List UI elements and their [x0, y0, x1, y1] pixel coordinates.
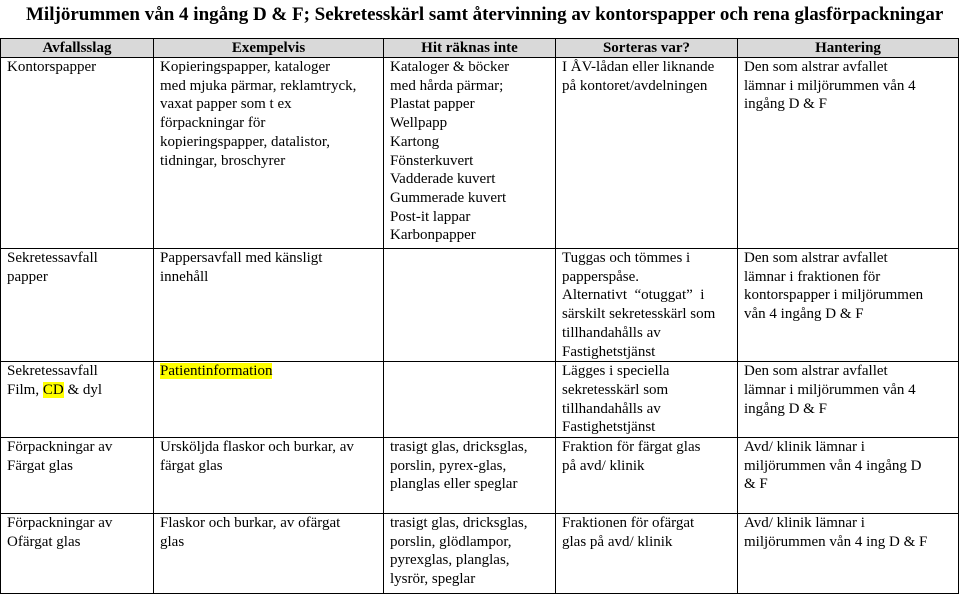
cell-text: Avd/ klinik lämnar i: [744, 515, 865, 532]
cell-text: planglas eller speglar: [390, 476, 518, 493]
cell-text: Fönsterkuvert: [390, 152, 474, 169]
cell-handling: [738, 362, 959, 438]
cell-text: miljörummen vån 4 ing D & F: [744, 533, 928, 550]
cell-text: Film,: [7, 381, 43, 398]
highlighted-text: Patientinformation: [160, 363, 273, 380]
cell-sorted: [556, 58, 738, 249]
table-row: [1, 58, 959, 249]
cell-text: kontorspapper i miljörummen: [744, 287, 924, 304]
cell-text: vaxat papper som t ex: [160, 96, 292, 113]
cell-text: förpackningar för: [160, 115, 266, 132]
cell-handling: [738, 58, 959, 249]
cell-text: Ofärgat glas: [7, 533, 81, 550]
cell-text-mixed: [7, 381, 150, 400]
cell-text: kopieringspapper, datalistor,: [160, 133, 331, 150]
cell-excluded: [384, 249, 556, 362]
cell-sorted: [556, 249, 738, 362]
cell-text: Förpackningar av: [7, 515, 113, 532]
cell-text: Wellpapp: [390, 115, 448, 132]
cell-text: Fraktionen för ofärgat: [562, 515, 695, 532]
cell-sorted: [556, 514, 738, 594]
header-exempelvis: Exempelvis: [154, 39, 384, 58]
cell-text: Den som alstrar avfallet: [744, 59, 888, 75]
cell-text: med hårda pärmar;: [390, 77, 504, 94]
cell-examples: [154, 58, 384, 249]
cell-text: ingång D & F: [744, 400, 827, 417]
table-row: [1, 438, 959, 514]
cell-text: & F: [744, 476, 768, 493]
cell-sorted: [556, 438, 738, 514]
cell-text: lämnar i fraktionen för: [744, 268, 881, 285]
table-row: [1, 514, 959, 594]
cell-text: Sekretessavfall: [7, 250, 98, 266]
cell-text: tillhandahålls av: [562, 400, 661, 417]
cell-text: sekretesskärl som: [562, 381, 669, 398]
table-row: [1, 362, 959, 438]
cell-text: Kartong: [390, 133, 440, 150]
cell-type: [1, 514, 154, 594]
cell-type: [1, 249, 154, 362]
cell-text: Avd/ klinik lämnar i: [744, 439, 865, 456]
cell-text: & dyl: [63, 381, 103, 398]
header-avfallsslag: Avfallsslag: [1, 39, 154, 58]
cell-text: glas: [160, 533, 185, 550]
cell-examples: [154, 249, 384, 362]
cell-handling: [738, 438, 959, 514]
cell-text: Fastighetstjänst: [562, 343, 656, 360]
cell-text: glas på avd/ klinik: [562, 533, 673, 550]
cell-text: Sekretessavfall: [7, 363, 98, 380]
cell-examples: [154, 362, 384, 438]
cell-text: porslin, pyrex-glas,: [390, 457, 507, 474]
cell-text: Fastighetstjänst: [562, 419, 656, 436]
cell-text: Alternativt “otuggat” i: [562, 287, 705, 304]
table-row: [1, 249, 959, 362]
cell-excluded: [384, 362, 556, 438]
cell-text: på avd/ klinik: [562, 457, 645, 474]
cell-text: lämnar i miljörummen vån 4: [744, 77, 916, 94]
waste-sorting-table: [0, 38, 959, 594]
cell-text: Fraktion för färgat glas: [562, 439, 701, 456]
cell-text: Flaskor och burkar, av ofärgat: [160, 515, 341, 532]
cell-text: färgat glas: [160, 457, 223, 474]
cell-text: Förpackningar av: [7, 439, 113, 456]
cell-text: Färgat glas: [7, 457, 73, 474]
cell-text: Kataloger & böcker: [390, 59, 510, 75]
cell-text: tillhandahålls av: [562, 324, 661, 341]
cell-text: Vadderade kuvert: [390, 171, 496, 188]
cell-text: I ÅV-lådan eller liknande: [562, 59, 715, 75]
cell-text: miljörummen vån 4 ingång D: [744, 457, 922, 474]
cell-text: lysrör, speglar: [390, 571, 476, 588]
cell-text: papper: [7, 268, 48, 285]
cell-text: Lägges i speciella: [562, 363, 670, 380]
header-hantering: Hantering: [738, 39, 959, 58]
cell-text: Den som alstrar avfallet: [744, 363, 888, 380]
cell-text: särskilt sekretesskärl som: [562, 306, 716, 323]
cell-excluded: [384, 514, 556, 594]
cell-text: på kontoret/avdelningen: [562, 77, 708, 94]
cell-text-wrap: [160, 362, 380, 381]
cell-text: Tuggas och tömmes i: [562, 250, 691, 266]
cell-handling: [738, 249, 959, 362]
cell-text: Kontorspapper: [7, 59, 97, 75]
cell-examples: [154, 438, 384, 514]
cell-excluded: [384, 58, 556, 249]
cell-text: Plastat papper: [390, 96, 475, 113]
highlighted-text: CD: [42, 381, 64, 398]
cell-text: vån 4 ingång D & F: [744, 306, 864, 323]
cell-text: tidningar, broschyrer: [160, 152, 286, 169]
cell-text: trasigt glas, dricksglas,: [390, 439, 528, 456]
document-title: Miljörummen vån 4 ingång D & F; Sekretesskärl samt återvinning av kontorspapper och rena glasförpackningar: [26, 4, 944, 25]
cell-type: [1, 438, 154, 514]
cell-text: Post-it lappar: [390, 208, 471, 225]
cell-text: Karbonpapper: [390, 227, 476, 244]
cell-type: [1, 58, 154, 249]
cell-text: Gummerade kuvert: [390, 189, 507, 206]
cell-excluded: [384, 438, 556, 514]
header-hit-raknas-inte: Hit räknas inte: [384, 39, 556, 58]
cell-type: [1, 362, 154, 438]
cell-text: ingång D & F: [744, 96, 827, 113]
cell-text: innehåll: [160, 268, 209, 285]
cell-text: trasigt glas, dricksglas,: [390, 515, 528, 532]
cell-text: pyrexglas, planglas,: [390, 552, 510, 569]
cell-text: med mjuka pärmar, reklamtryck,: [160, 77, 357, 94]
cell-text: Pappersavfall med känsligt: [160, 250, 323, 266]
cell-handling: [738, 514, 959, 594]
cell-examples: [154, 514, 384, 594]
cell-text: Den som alstrar avfallet: [744, 250, 888, 266]
cell-sorted: [556, 362, 738, 438]
header-row: [1, 39, 959, 58]
cell-text: lämnar i miljörummen vån 4: [744, 381, 916, 398]
cell-text: porslin, glödlampor,: [390, 533, 512, 550]
cell-text: papperspåse.: [562, 268, 640, 285]
cell-text: Ursköljda flaskor och burkar, av: [160, 439, 354, 456]
cell-text: Kopieringspapper, kataloger: [160, 59, 331, 75]
header-sorteras-var: Sorteras var?: [556, 39, 738, 58]
